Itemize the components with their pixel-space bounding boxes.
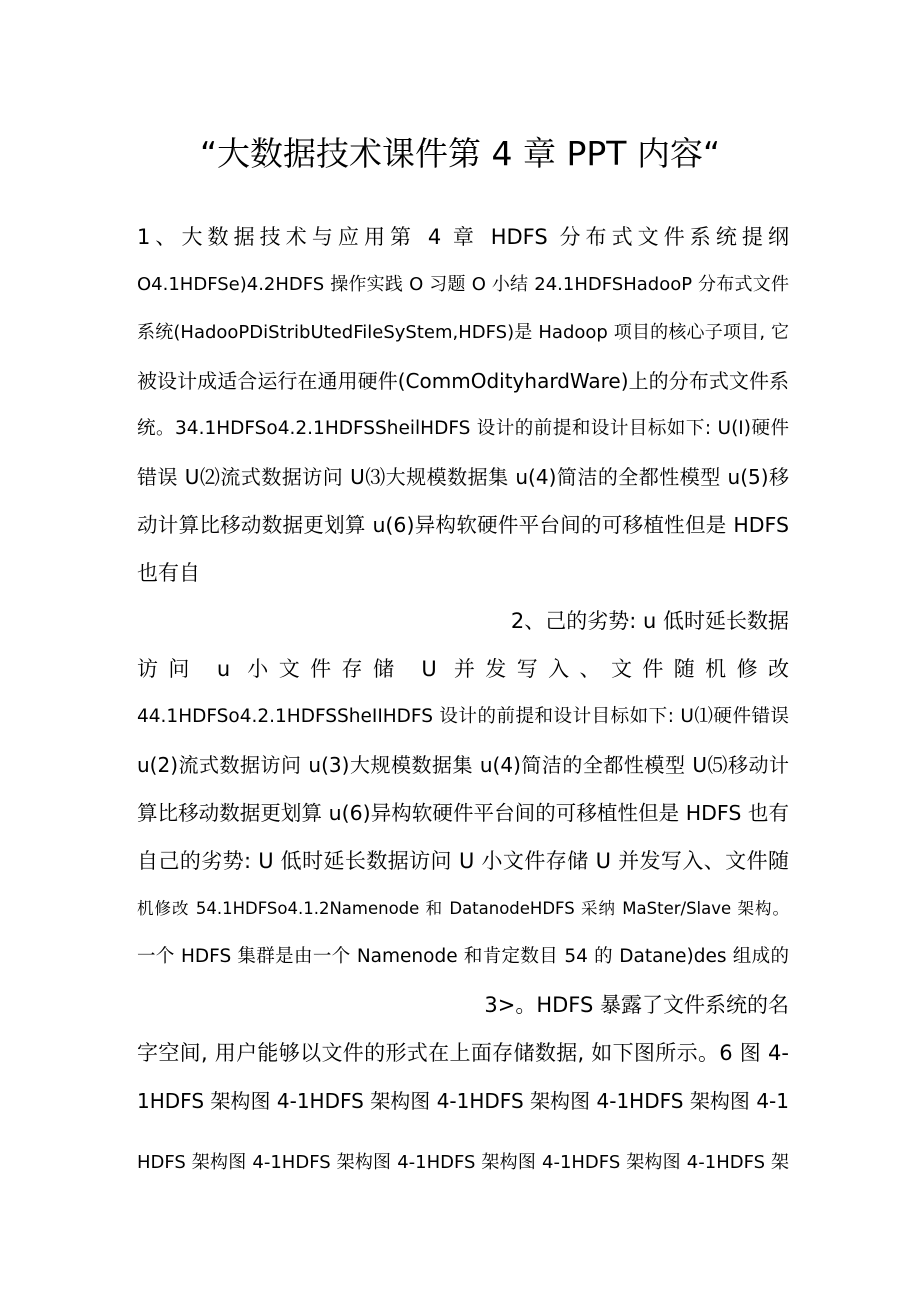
paragraph-line: HDFS 架构图 4-1HDFS 架构图 4-1HDFS 架构图 4-1HDFS 架构图 4-1HDFS 架 — [137, 1152, 789, 1173]
paragraph-line: 统。34.1HDFSo4.2.1HDFSSheilHDFS 设计的前提和设计目标如下: U(I)硬件 — [137, 418, 789, 439]
paragraph-line: 被设计成适合运行在通用硬件(CommOdityhardWare)上的分布式文件系 — [137, 369, 789, 393]
paragraph-line: 动计算比移动数据更划算 u(6)异构软硬件平台间的可移植性但是 HDFS — [137, 513, 789, 537]
paragraph-line: 机修改 54.1HDFSo4.1.2Namenode 和 DatanodeHDFS 采纳 MaSter/Slave 架构。 — [137, 899, 789, 918]
paragraph-line: 一个 HDFS 集群是由一个 Namenode 和肯定数目 54 的 Datane)des 组成的 — [137, 946, 789, 967]
document-title: “大数据技术课件第 4 章 PPT 内容“ — [199, 134, 721, 173]
paragraph-line: 1、大数据技术与应用第 4 章 HDFS 分布式文件系统提纲 — [137, 225, 789, 249]
paragraph-line: u(2)流式数据访问 u(3)大规模数据集 u(4)简洁的全都性模型 U⑸移动计 — [137, 753, 789, 777]
paragraph-line: 2、己的劣势: u 低时延长数据 — [510, 609, 789, 633]
paragraph-line: 44.1HDFSo4.2.1HDFSSheIIHDFS 设计的前提和设计目标如下: U⑴硬件错误 — [137, 706, 789, 727]
paragraph-line: 1HDFS 架构图 4-1HDFS 架构图 4-1HDFS 架构图 4-1HDFS 架构图 4-1 — [137, 1089, 789, 1113]
paragraph-line: 3>。HDFS 暴露了文件系统的名 — [484, 993, 789, 1017]
paragraph-line: 访问 u 小文件存储 U 并发写入、文件随机修改 — [137, 657, 789, 681]
paragraph-line: 算比移动数据更划算 u(6)异构软硬件平台间的可移植性但是 HDFS 也有 — [137, 801, 789, 825]
paragraph-line: 错误 U⑵流式数据访问 U⑶大规模数据集 u(4)简洁的全都性模型 u(5)移 — [137, 465, 789, 489]
paragraph-line: 自己的劣势: U 低时延长数据访问 U 小文件存储 U 并发写入、文件随 — [137, 849, 789, 873]
paragraph-line: O4.1HDFSe)4.2HDFS 操作实践 O 习题 O 小结 24.1HDFSHadooP 分布式文件 — [137, 274, 789, 295]
paragraph-line: 也有自 — [137, 561, 200, 585]
paragraph-line: 系统(HadooPDiStribUtedFileSyStem,HDFS)是 Hadoop 项目的核心子项目, 它 — [137, 322, 789, 343]
paragraph-line: 字空间, 用户能够以文件的形式在上面存储数据, 如下图所示。6 图 4- — [137, 1041, 789, 1065]
